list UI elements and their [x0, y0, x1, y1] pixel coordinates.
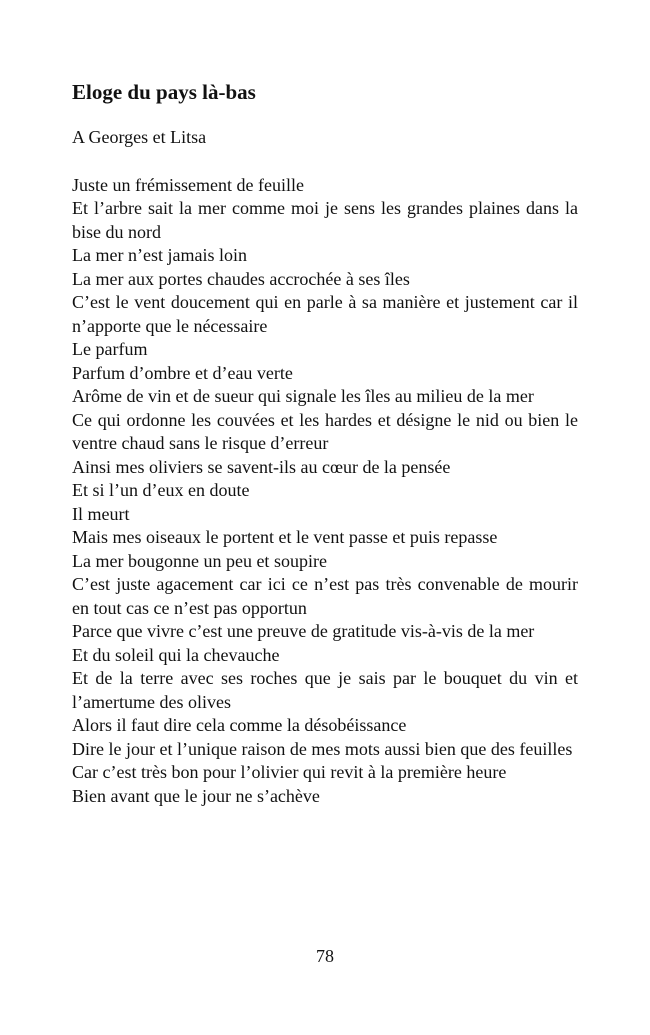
- poem-line: Juste un frémissement de feuille: [72, 174, 304, 195]
- poem-title: Eloge du pays là-bas: [72, 80, 256, 104]
- poem-page: [72, 78, 578, 808]
- poem-line: Le parfum: [72, 339, 148, 359]
- poem-body: [72, 174, 578, 809]
- poem-line: Et l’arbre sait la mer comme moi je sens les grandes plaines dans la bise du nord: [72, 198, 578, 242]
- poem-line: Dire le jour et l’unique raison de mes mots aussi bien que des feuilles: [72, 738, 573, 759]
- poem-line: Alors il faut dire cela comme la désobéissance: [72, 715, 407, 735]
- poem-line: Et si l’un d’eux en doute: [72, 480, 250, 500]
- poem-line: C’est juste agacement car ici ce n’est pas très convenable de mourir en tout cas ce n’est pas opportun: [72, 574, 578, 618]
- poem-line: Il meurt: [72, 503, 130, 524]
- poem-line: Parfum d’ombre et d’eau verte: [72, 362, 293, 383]
- poem-line: La mer bougonne un peu et soupire: [72, 550, 327, 571]
- poem-line: La mer aux portes chaudes accrochée à ses îles: [72, 268, 410, 289]
- poem-line: Parce que vivre c’est une preuve de gratitude vis-à-vis de la mer: [72, 621, 535, 641]
- poem-line: Mais mes oiseaux le portent et le vent passe et puis repasse: [72, 527, 498, 547]
- poem-line: La mer n’est jamais loin: [72, 245, 247, 265]
- poem-line: Et de la terre avec ses roches que je sais par le bouquet du vin et l’amertume des olives: [72, 668, 578, 712]
- poem-line: Ce qui ordonne les couvées et les hardes et désigne le nid ou bien le ventre chaud sans le risque d’erreur: [72, 409, 578, 453]
- dedication: A Georges et Litsa: [72, 127, 207, 147]
- poem-line: Bien avant que le jour ne s’achève: [72, 785, 320, 806]
- poem-line: Ainsi mes oliviers se savent-ils au cœur de la pensée: [72, 456, 451, 477]
- poem-line: Car c’est très bon pour l’olivier qui revit à la première heure: [72, 762, 507, 782]
- page-number: 78: [316, 946, 334, 966]
- poem-line: Et du soleil qui la chevauche: [72, 644, 280, 665]
- poem-line: C’est le vent doucement qui en parle à sa manière et justement car il n’apporte que le nécessaire: [72, 292, 578, 336]
- poem-line: Arôme de vin et de sueur qui signale les îles au milieu de la mer: [72, 386, 534, 406]
